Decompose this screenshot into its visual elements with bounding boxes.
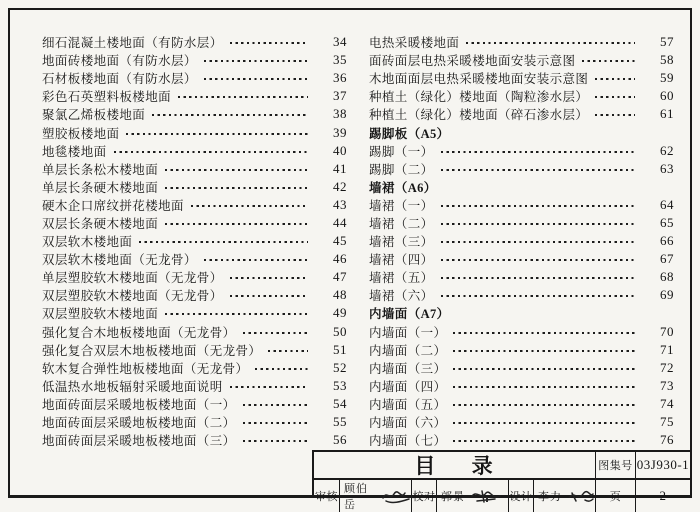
toc-entry [42,87,347,105]
dot-leader [453,368,635,370]
entry-page-number: 51 [333,341,347,357]
entry-title: 彩色石英塑料板楼地面 [42,90,172,105]
dot-leader [165,223,308,225]
dot-leader [441,169,635,171]
dot-leader [204,259,308,261]
entry-title: 低温热水地板辐射采暖地面说明 [42,379,223,394]
entry-page-number: 59 [660,70,674,86]
entry-page-number: 73 [660,377,674,393]
entry-page-number: 72 [660,359,674,375]
dot-leader [453,440,635,442]
dot-leader [114,151,308,153]
entry-page-number: 38 [333,106,347,122]
entry-title: 软木复合弹性地板楼地面（无龙骨） [42,361,249,376]
entry-title: 塑胶板楼地面 [42,126,120,141]
dot-leader [453,350,635,352]
entry-title: 单层长条松木楼地面 [42,162,159,177]
entry-page-number: 44 [333,214,347,230]
entry-page-number: 63 [660,160,674,176]
entry-page-number: 56 [333,432,347,448]
entry-title: 地面砖楼地面（有防水层） [42,54,197,69]
dot-leader [595,78,635,80]
entry-title: 内墙面（A7） [369,307,450,322]
atlas-number-value: 03J930-1 [635,452,690,478]
entry-page-number: 42 [333,178,347,194]
toc-entry [42,232,347,250]
page-number: 2 [635,480,690,512]
toc-entry [369,160,674,178]
entry-title: 双层塑胶软木楼地面 [42,307,159,322]
reviewer-name: 顾伯岳 [344,483,368,511]
toc-entry [369,232,674,250]
toc-column-right [369,33,674,449]
entry-page-number: 41 [333,160,347,176]
toc-entry [369,359,674,377]
toc-entry [369,196,674,214]
page-label: 页 [595,480,635,512]
dot-leader [139,241,308,243]
entry-title: 地毯楼地面 [42,144,107,159]
toc-entry [369,250,674,268]
dot-leader [595,114,635,116]
entry-page-number: 53 [333,377,347,393]
entry-page-number: 60 [660,88,674,104]
entry-page-number: 46 [333,251,347,267]
dot-leader [441,295,635,297]
toc-entry [42,286,347,304]
toc-entry [369,286,674,304]
entry-title: 硬木企口席纹拼花楼地面 [42,198,184,213]
dot-leader [165,313,308,315]
entry-title: 石材板楼地面（有防水层） [42,72,197,87]
toc-entry [42,160,347,178]
toc-entry [42,178,347,196]
entry-page-number: 75 [660,414,674,430]
entry-page-number: 65 [660,214,674,230]
toc-entry [369,431,674,449]
dot-leader [243,440,308,442]
toc-entry [42,268,347,286]
dot-leader [441,205,635,207]
toc-entry [369,105,674,123]
dot-leader [243,422,308,424]
toc-entry [369,33,674,51]
entry-title: 墙裙（六） [369,289,434,304]
entry-title: 内墙面（一） [369,325,447,340]
entry-title: 墙裙（一） [369,198,434,213]
entry-title: 木地面面层电热采暖楼地面安装示意图 [369,72,589,87]
toc-entry [42,341,347,359]
toc-section-header [369,178,674,196]
entry-page-number: 49 [333,305,347,321]
toc-entry [369,341,674,359]
dot-leader [441,259,635,261]
dot-leader [441,241,635,243]
proofreader-cell [436,480,508,512]
entry-page-number: 54 [333,395,347,411]
entry-title: 种植土（绿化）楼地面（陶粒渗水层） [369,90,589,105]
title-block-top-row [314,452,690,480]
dot-leader [268,350,308,352]
toc-section-header [369,123,674,141]
dot-leader [230,42,308,44]
entry-page-number: 40 [333,142,347,158]
entry-title: 墙裙（四） [369,253,434,268]
toc-entry [42,142,347,160]
dot-leader [453,404,635,406]
proofreader-name: 郭景 [441,491,465,503]
entry-page-number: 70 [660,323,674,339]
page-frame [8,8,692,511]
dot-leader [243,332,308,334]
entry-title: 墙裙（三） [369,235,434,250]
atlas-number-label: 图集号 [595,452,635,478]
entry-title: 强化复合木地板楼地面（无龙骨） [42,325,236,340]
toc-entry [369,214,674,232]
dot-leader [466,42,635,44]
entry-title: 地面砖面层采暖地板楼地面（一） [42,397,236,412]
dot-leader [126,133,308,135]
dot-leader [165,169,308,171]
toc-entry [42,431,347,449]
dot-leader [441,151,635,153]
dot-leader [441,277,635,279]
entry-page-number: 34 [333,34,347,50]
toc-entry [42,105,347,123]
entry-page-number: 57 [660,34,674,50]
dot-leader [204,78,308,80]
toc-entry [42,123,347,141]
toc-entry [369,413,674,431]
entry-title: 内墙面（五） [369,397,447,412]
entry-title: 内墙面（六） [369,416,447,431]
designer-name: 李力 [538,491,562,503]
dot-leader [255,368,308,370]
review-label: 审核 [315,491,338,503]
entry-title: 地面砖面层采暖地板楼地面（二） [42,416,236,431]
dot-leader [453,422,635,424]
dot-leader [595,96,635,98]
toc-entry [369,51,674,69]
entry-page-number: 35 [333,52,347,68]
entry-title: 墙裙（二） [369,216,434,231]
entry-page-number: 68 [660,269,674,285]
entry-page-number: 76 [660,432,674,448]
toc-entry [42,214,347,232]
entry-title: 墙裙（A6） [369,180,437,195]
entry-page-number: 61 [660,106,674,122]
entry-title: 踢脚（一） [369,144,434,159]
entry-title: 强化复合双层木地板楼地面（无龙骨） [42,343,262,358]
toc-entry [42,413,347,431]
entry-title: 内墙面（四） [369,379,447,394]
entry-page-number: 37 [333,88,347,104]
entry-page-number: 48 [333,287,347,303]
toc-entry [42,69,347,87]
entry-title: 聚氯乙烯板楼地面 [42,108,146,123]
entry-page-number: 52 [333,359,347,375]
proofread-label: 校对 [411,480,436,512]
toc-column-left [42,33,347,449]
entry-title: 踢脚板（A5） [369,126,450,141]
toc-section-header [369,304,674,322]
entry-page-number: 58 [660,52,674,68]
entry-title: 单层长条硬木楼地面 [42,180,159,195]
dot-leader [191,205,308,207]
title-block [312,450,690,511]
title-block-bottom-row [314,480,690,512]
table-of-contents [42,33,674,449]
dot-leader [582,60,635,62]
toc-entry [42,51,347,69]
entry-title: 墙裙（五） [369,271,434,286]
entry-page-number: 36 [333,70,347,86]
entry-title: 踢脚（二） [369,162,434,177]
entry-page-number: 39 [333,124,347,140]
entry-page-number: 74 [660,395,674,411]
toc-entry [42,250,347,268]
entry-page-number: 71 [660,341,674,357]
designer-signature-icon [567,488,595,504]
entry-title: 面砖面层电热采暖楼地面安装示意图 [369,54,576,69]
entry-page-number: 55 [333,414,347,430]
toc-entry [369,87,674,105]
toc-entry [42,304,347,322]
entry-page-number: 47 [333,269,347,285]
designer-cell [533,480,595,512]
dot-leader [152,114,308,116]
toc-entry [369,268,674,286]
entry-title: 双层塑胶软木楼地面（无龙骨） [42,289,223,304]
dot-leader [230,277,308,279]
dot-leader [453,332,635,334]
entry-page-number: 43 [333,196,347,212]
entry-title: 细石混凝土楼地面（有防水层） [42,36,223,51]
entry-page-number: 67 [660,251,674,267]
entry-title: 内墙面（二） [369,343,447,358]
entry-page-number: 69 [660,287,674,303]
entry-page-number: 62 [660,142,674,158]
entry-title: 双层长条硬木楼地面 [42,216,159,231]
toc-title: 目 录 [414,454,495,478]
dot-leader [243,404,308,406]
toc-entry [42,196,347,214]
dot-leader [165,187,308,189]
toc-entry [42,377,347,395]
entry-title: 双层软木楼地面（无龙骨） [42,253,197,268]
dot-leader [453,386,635,388]
toc-entry [42,323,347,341]
reviewer-signature-icon [381,488,411,504]
toc-entry [42,359,347,377]
entry-title: 内墙面（七） [369,434,447,449]
entry-title: 单层塑胶软木楼地面（无龙骨） [42,271,223,286]
entry-page-number: 64 [660,196,674,212]
toc-entry [42,33,347,51]
entry-title: 电热采暖楼地面 [369,36,460,51]
toc-entry [369,377,674,395]
toc-entry [369,142,674,160]
reviewer-cell [339,480,411,512]
dot-leader [230,295,308,297]
entry-page-number: 50 [333,323,347,339]
toc-entry [42,395,347,413]
dot-leader [204,60,308,62]
entry-title: 种植土（绿化）楼地面（碎石渗水层） [369,108,589,123]
dot-leader [441,223,635,225]
entry-title: 双层软木楼地面 [42,235,133,250]
design-label: 设计 [508,480,533,512]
toc-entry [369,395,674,413]
toc-entry [369,323,674,341]
dot-leader [178,96,308,98]
entry-page-number: 66 [660,233,674,249]
entry-title: 内墙面（三） [369,361,447,376]
entry-title: 地面砖面层采暖地板楼地面（三） [42,434,236,449]
toc-entry [369,69,674,87]
entry-page-number: 45 [333,233,347,249]
dot-leader [230,386,308,388]
